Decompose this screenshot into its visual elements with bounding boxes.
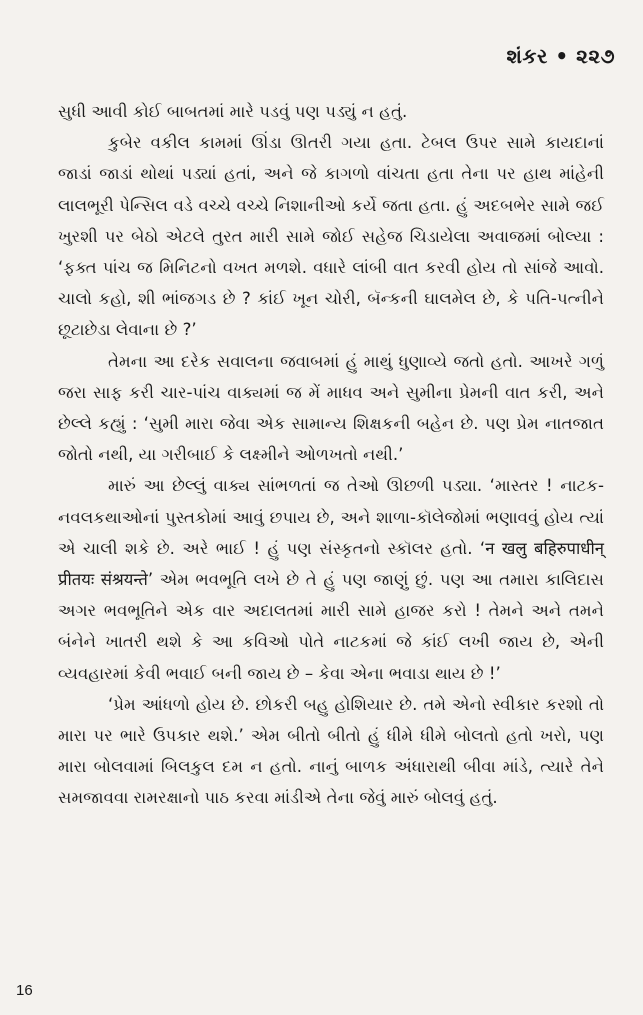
paragraph: સુધી આવી કોઈ બાબતમાં મારે પડવું પણ પડ્યું ન હતું. [58, 102, 408, 121]
paragraph: તેમના આ દરેક સવાલના જવાબમાં હું માથું ધુણાવ્યે જતો હતો. આખરે ગળું જરા સાફ કરી ચાર-પાંચ વાક્યમાં જ મેં માધવ અને સુમીના પ્રેમની વાત કરી, અને છેલ્લે કહ્યું : ‘સુમી મારા જેવા એક સામાન્ય શિક્ષકની બહેન છે. પણ પ્રેમ નાતજાત જોતો નથી, યા ગરીબાઈ કે લક્ષ્મીને ઓળખતો નથી.’ [58, 351, 604, 465]
paragraph: ‘પ્રેમ આંધળો હોય છે. છોકરી બહુ હોશિયાર છે. તમે એનો સ્વીકાર કરશો તો મારા પર ભારે ઉપકાર થશે.’ એમ બીતો બીતો હું ધીમે ધીમે બોલતો હતો ખરો, પણ મારા બોલવામાં બિલકુલ દમ ન હતો. નાનું બાળક અંધારાથી બીવા માંડે, ત્યારે તેને સમજાવવા રામરક્ષાનો પાઠ કરવા માંડીએ તેના જેવું મારું બોલવું હતું. [58, 694, 604, 808]
body-text [58, 96, 604, 814]
paragraph: મારું આ છેલ્લું વાક્ય સાંભળતાં જ તેઓ ઊછળી પડ્યા. ‘માસ્તર ! નાટક-નવલકથાઓનાં પુસ્તકોમાં આવું છપાય છે, અને શાળા-કૉલેજોમાં ભણાવવું હોય ત્યાં એ ચાલી શકે છે. અરે ભાઈ ! હું પણ સંસ્કૃતનો સ્કૉલર હતો. ‘न खलु बहिरुपाधीन् प्रीतयः संश्रयन्ते’ એમ ભવભૂતિ લખે છે તે હું પણ જાણું છું. પણ આ તમારા કાલિદાસ અગર ભવભૂતિને એક વાર અદાલતમાં મારી સામે હાજર કરો ! તેમને અને તમને બંનેને ખાતરી થશે કે આ કવિઓ પોતે નાટકમાં જે કાંઈ લખી જાય છે, એની વ્યવહારમાં કેવી ભવાઈ બની જાય છે – કેવા એના ભવાડા થાય છે !’ [58, 476, 604, 683]
running-header: શંકર • ૨૨૭ [506, 44, 615, 68]
paragraph: કુબેર વકીલ કામમાં ઊંડા ઊતરી ગયા હતા. ટેબલ ઉપર સામે કાયદાનાં જાડાં જાડાં થોથાં પડ્યાં હતાં, અને જે કાગળો વાંચતા હતા તેના પર હાથ માંહેની લાલભૂરી પેન્સિલ વડે વચ્ચે વચ્ચે નિશાનીઓ કર્યે જતા હતા. હું અદબભેર સામે જઈ ખુરશી પર બેઠો એટલે તુરત મારી સામે જોઈ સહેજ ચિડાયેલા અવાજમાં બોલ્યા : ‘ફક્ત પાંચ જ મિનિટનો વખત મળશે. વધારે લાંબી વાત કરવી હોય તો સાંજે આવો. ચાલો કહો, શી ભાંજગડ છે ? કાંઈ ખૂન ચોરી, બૅન્કની ઘાલમેલ છે, કે પતિ-પત્નીને છૂટાછેડા લેવાના છે ?’ [58, 133, 604, 340]
page-number: 16 [16, 982, 33, 999]
